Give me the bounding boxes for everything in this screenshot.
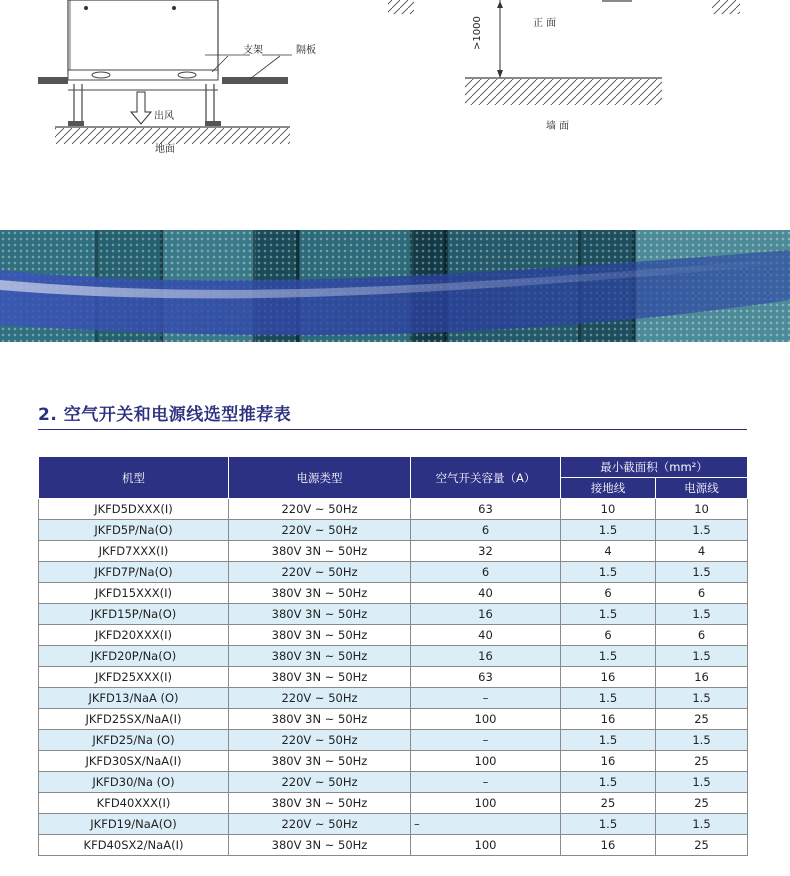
cell-ground: 16	[561, 667, 656, 688]
cell-ground: 1.5	[561, 520, 656, 541]
cell-wire: 1.5	[656, 814, 748, 835]
table-row	[39, 793, 748, 814]
table-row	[39, 541, 748, 562]
header-ground-wire: 接地线	[561, 478, 656, 499]
front-label: 正 面	[533, 18, 557, 29]
cell-wire: 25	[656, 709, 748, 730]
cell-ground: 10	[561, 499, 656, 520]
cell-breaker: 40	[411, 583, 561, 604]
cell-model: KFD40XXX(I)	[39, 793, 229, 814]
cell-power: 220V ~ 50Hz	[229, 520, 411, 541]
table-row	[39, 520, 748, 541]
cell-ground: 1.5	[561, 604, 656, 625]
cell-ground: 1.5	[561, 646, 656, 667]
cell-breaker: –	[411, 730, 561, 751]
cell-model: JKFD7P/Na(O)	[39, 562, 229, 583]
cell-ground: 16	[561, 751, 656, 772]
cell-power: 380V 3N ~ 50Hz	[229, 646, 411, 667]
header-model: 机型	[39, 457, 229, 499]
cell-breaker: 6	[411, 562, 561, 583]
table-row	[39, 499, 748, 520]
cell-model: JKFD20XXX(I)	[39, 625, 229, 646]
cell-breaker: –	[411, 688, 561, 709]
cell-wire: 4	[656, 541, 748, 562]
table-row	[39, 583, 748, 604]
table-row	[39, 667, 748, 688]
cell-breaker: 32	[411, 541, 561, 562]
cell-breaker: 100	[411, 751, 561, 772]
cell-ground: 16	[561, 835, 656, 856]
cell-breaker: 40	[411, 625, 561, 646]
cell-model: JKFD7XXX(I)	[39, 541, 229, 562]
cell-breaker: 100	[411, 835, 561, 856]
cell-model: JKFD25XXX(I)	[39, 667, 229, 688]
cell-breaker: 63	[411, 499, 561, 520]
airflow-label: 出风	[154, 111, 174, 122]
table-row	[39, 646, 748, 667]
table-row	[39, 709, 748, 730]
cell-breaker: –	[411, 772, 561, 793]
cell-wire: 1.5	[656, 604, 748, 625]
cell-wire: 1.5	[656, 562, 748, 583]
cell-power: 220V ~ 50Hz	[229, 814, 411, 835]
cell-breaker: 100	[411, 709, 561, 730]
cell-ground: 1.5	[561, 688, 656, 709]
cell-model: JKFD19/NaA(O)	[39, 814, 229, 835]
right-clearance-diagram	[465, 0, 662, 105]
cell-breaker: –	[411, 814, 561, 835]
header-min-cross-section: 最小截面积（mm²）	[561, 457, 748, 478]
cell-ground: 4	[561, 541, 656, 562]
cell-breaker: 6	[411, 520, 561, 541]
cell-model: JKFD13/NaA (O)	[39, 688, 229, 709]
cell-power: 380V 3N ~ 50Hz	[229, 667, 411, 688]
cell-wire: 1.5	[656, 520, 748, 541]
table-row	[39, 688, 748, 709]
cell-breaker: 63	[411, 667, 561, 688]
cell-breaker: 16	[411, 646, 561, 667]
cell-wire: 1.5	[656, 646, 748, 667]
cell-breaker: 100	[411, 793, 561, 814]
cell-ground: 1.5	[561, 730, 656, 751]
cell-power: 220V ~ 50Hz	[229, 730, 411, 751]
table-row	[39, 751, 748, 772]
header-breaker-capacity: 空气开关容量（A）	[411, 457, 561, 499]
cell-power: 220V ~ 50Hz	[229, 562, 411, 583]
cell-power: 380V 3N ~ 50Hz	[229, 604, 411, 625]
cell-power: 220V ~ 50Hz	[229, 499, 411, 520]
wall-label: 墙 面	[546, 121, 570, 132]
banner-wave	[0, 230, 790, 342]
cell-power: 380V 3N ~ 50Hz	[229, 793, 411, 814]
installation-diagrams	[0, 0, 790, 200]
cell-ground: 25	[561, 793, 656, 814]
cell-model: JKFD25/Na (O)	[39, 730, 229, 751]
left-unit-diagram	[38, 0, 292, 144]
cell-power: 380V 3N ~ 50Hz	[229, 583, 411, 604]
cell-ground: 16	[561, 709, 656, 730]
bracket-label: 支架	[243, 45, 263, 56]
cell-power: 380V 3N ~ 50Hz	[229, 709, 411, 730]
table-row	[39, 814, 748, 835]
cell-wire: 1.5	[656, 688, 748, 709]
breaker-cable-selection-table	[38, 456, 748, 856]
cell-wire: 1.5	[656, 772, 748, 793]
cell-wire: 1.5	[656, 730, 748, 751]
table-row	[39, 604, 748, 625]
cell-wire: 25	[656, 751, 748, 772]
cell-model: JKFD15XXX(I)	[39, 583, 229, 604]
cell-wire: 25	[656, 793, 748, 814]
title-divider	[38, 429, 747, 430]
cell-ground: 1.5	[561, 772, 656, 793]
cell-model: JKFD5P/Na(O)	[39, 520, 229, 541]
cell-model: JKFD30/Na (O)	[39, 772, 229, 793]
installation-diagram-svg	[0, 0, 790, 200]
table-row	[39, 562, 748, 583]
cell-wire: 10	[656, 499, 748, 520]
cell-model: JKFD20P/Na(O)	[39, 646, 229, 667]
cell-ground: 1.5	[561, 814, 656, 835]
cell-power: 380V 3N ~ 50Hz	[229, 541, 411, 562]
section-title: 2. 空气开关和电源线选型推荐表	[38, 405, 292, 425]
cell-wire: 25	[656, 835, 748, 856]
cell-ground: 6	[561, 625, 656, 646]
cell-power: 380V 3N ~ 50Hz	[229, 835, 411, 856]
floor-label: 地面	[155, 144, 175, 155]
table-row	[39, 730, 748, 751]
cell-power: 380V 3N ~ 50Hz	[229, 751, 411, 772]
cell-ground: 1.5	[561, 562, 656, 583]
clearance-label: >1000	[472, 16, 483, 50]
cell-wire: 6	[656, 625, 748, 646]
table-row	[39, 625, 748, 646]
cell-model: KFD40SX2/NaA(I)	[39, 835, 229, 856]
cell-model: JKFD5DXXX(I)	[39, 499, 229, 520]
header-power-type: 电源类型	[229, 457, 411, 499]
cell-ground: 6	[561, 583, 656, 604]
table-row	[39, 772, 748, 793]
cell-wire: 16	[656, 667, 748, 688]
cell-model: JKFD15P/Na(O)	[39, 604, 229, 625]
cell-breaker: 16	[411, 604, 561, 625]
table-row	[39, 835, 748, 856]
header-power-wire: 电源线	[656, 478, 748, 499]
cell-power: 220V ~ 50Hz	[229, 772, 411, 793]
cell-wire: 6	[656, 583, 748, 604]
cell-power: 220V ~ 50Hz	[229, 688, 411, 709]
cell-model: JKFD30SX/NaA(I)	[39, 751, 229, 772]
cell-power: 380V 3N ~ 50Hz	[229, 625, 411, 646]
cell-model: JKFD25SX/NaA(I)	[39, 709, 229, 730]
partition-label: 隔板	[296, 45, 316, 56]
server-room-banner	[0, 230, 790, 342]
